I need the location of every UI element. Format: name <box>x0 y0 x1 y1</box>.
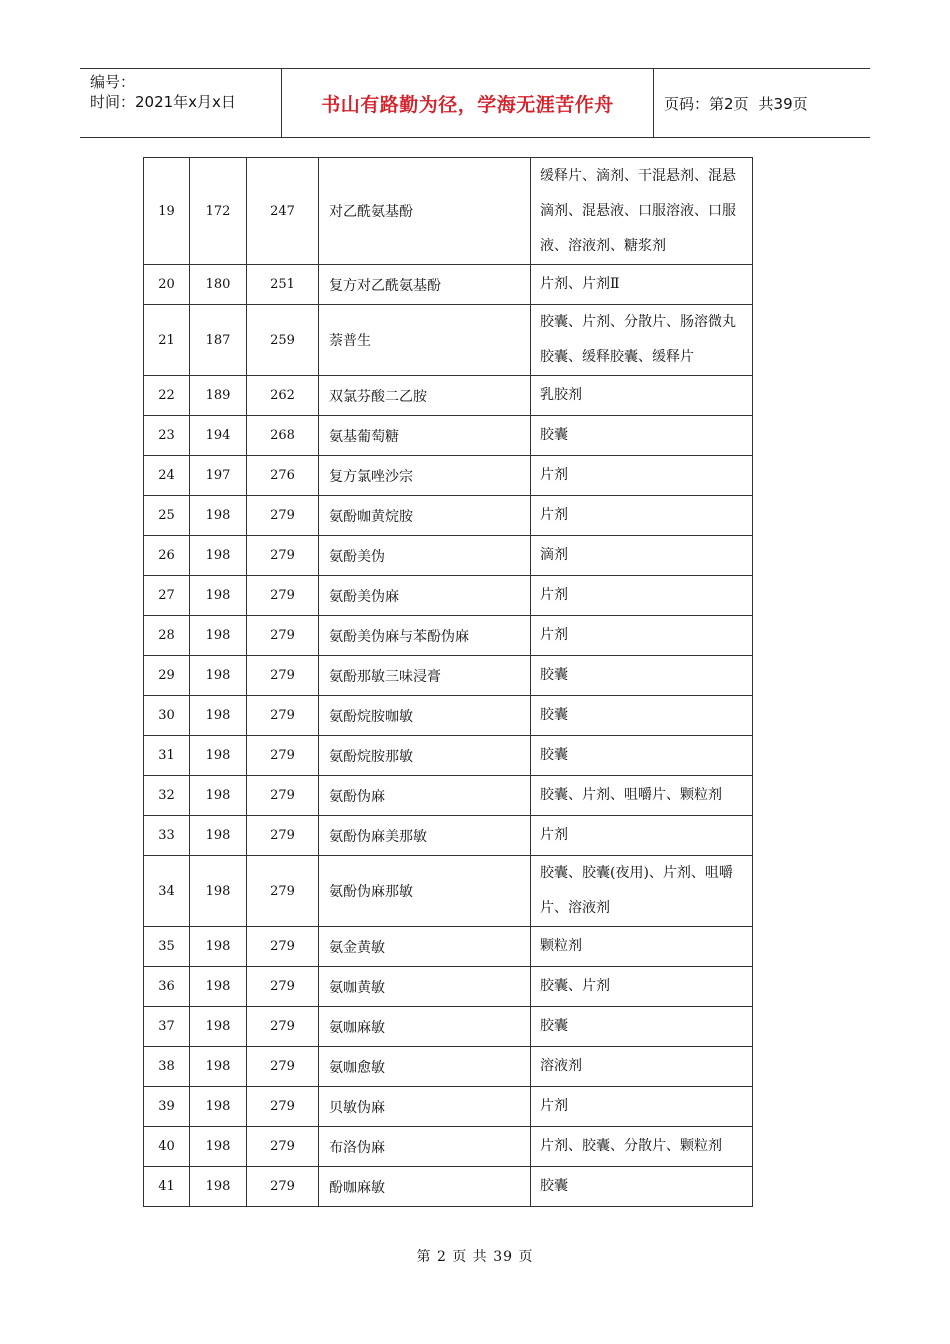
page-number: 262 <box>247 376 319 416</box>
catalog-number: 198 <box>190 776 247 816</box>
drug-name: 氨酚伪麻那敏 <box>319 856 531 927</box>
page-header <box>80 68 870 138</box>
table-row <box>144 265 753 305</box>
catalog-number: 198 <box>190 1047 247 1087</box>
drug-name: 氨酚伪麻 <box>319 776 531 816</box>
row-number: 25 <box>144 496 190 536</box>
catalog-number: 198 <box>190 536 247 576</box>
catalog-number: 189 <box>190 376 247 416</box>
dosage-forms: 胶囊、胶囊(夜用)、片剂、咀嚼片、溶液剂 <box>531 856 753 927</box>
dosage-forms: 片剂、胶囊、分散片、颗粒剂 <box>531 1127 753 1167</box>
drug-name: 氨酚美伪 <box>319 536 531 576</box>
row-number: 38 <box>144 1047 190 1087</box>
time-label: 时间：2021年x月x日 <box>90 93 236 111</box>
table-row <box>144 776 753 816</box>
row-number: 37 <box>144 1007 190 1047</box>
drug-name: 氨酚美伪麻与苯酚伪麻 <box>319 616 531 656</box>
page-number: 279 <box>247 1007 319 1047</box>
table-row <box>144 816 753 856</box>
page-number: 251 <box>247 265 319 305</box>
row-number: 40 <box>144 1127 190 1167</box>
dosage-forms: 乳胶剂 <box>531 376 753 416</box>
table-row <box>144 927 753 967</box>
table-row <box>144 536 753 576</box>
drug-name: 氨咖黄敏 <box>319 967 531 1007</box>
catalog-number: 198 <box>190 496 247 536</box>
header-motto-cell <box>282 69 654 137</box>
dosage-forms: 胶囊 <box>531 1007 753 1047</box>
table-row <box>144 1127 753 1167</box>
drug-name: 氨咖愈敏 <box>319 1047 531 1087</box>
page-total-label: 共39页 <box>758 94 808 113</box>
catalog-number: 198 <box>190 696 247 736</box>
page-number: 279 <box>247 1167 319 1207</box>
page-number: 268 <box>247 416 319 456</box>
drug-name: 氨咖麻敏 <box>319 1007 531 1047</box>
table-row <box>144 656 753 696</box>
table-row <box>144 376 753 416</box>
dosage-forms: 片剂 <box>531 456 753 496</box>
drug-table <box>143 157 753 1207</box>
row-number: 35 <box>144 927 190 967</box>
row-number: 21 <box>144 305 190 376</box>
dosage-forms: 胶囊、片剂、分散片、肠溶微丸胶囊、缓释胶囊、缓释片 <box>531 305 753 376</box>
catalog-number: 172 <box>190 158 247 265</box>
catalog-number: 198 <box>190 816 247 856</box>
page-number: 279 <box>247 496 319 536</box>
dosage-forms: 片剂 <box>531 1087 753 1127</box>
drug-table-body <box>144 158 753 1207</box>
drug-name: 氨酚烷胺那敏 <box>319 736 531 776</box>
catalog-number: 198 <box>190 927 247 967</box>
drug-name: 氨酚美伪麻 <box>319 576 531 616</box>
page-number: 279 <box>247 576 319 616</box>
dosage-forms: 胶囊 <box>531 656 753 696</box>
drug-name: 氨酚烷胺咖敏 <box>319 696 531 736</box>
page-code-label: 页码：第2页 <box>664 94 749 113</box>
dosage-forms: 胶囊、片剂 <box>531 967 753 1007</box>
table-row <box>144 736 753 776</box>
drug-name: 对乙酰氨基酚 <box>319 158 531 265</box>
row-number: 24 <box>144 456 190 496</box>
table-row <box>144 967 753 1007</box>
row-number: 31 <box>144 736 190 776</box>
row-number: 22 <box>144 376 190 416</box>
catalog-number: 194 <box>190 416 247 456</box>
row-number: 32 <box>144 776 190 816</box>
page-number: 279 <box>247 1047 319 1087</box>
page-number: 279 <box>247 856 319 927</box>
table-row <box>144 1167 753 1207</box>
row-number: 23 <box>144 416 190 456</box>
drug-name: 复方对乙酰氨基酚 <box>319 265 531 305</box>
dosage-forms: 胶囊、片剂、咀嚼片、颗粒剂 <box>531 776 753 816</box>
table-row <box>144 496 753 536</box>
dosage-forms: 滴剂 <box>531 536 753 576</box>
row-number: 29 <box>144 656 190 696</box>
table-row <box>144 576 753 616</box>
catalog-number: 197 <box>190 456 247 496</box>
catalog-number: 198 <box>190 967 247 1007</box>
catalog-number: 198 <box>190 656 247 696</box>
catalog-number: 198 <box>190 616 247 656</box>
catalog-number: 198 <box>190 856 247 927</box>
page-number: 279 <box>247 736 319 776</box>
page-number: 279 <box>247 616 319 656</box>
header-page-info <box>654 69 870 137</box>
table-row <box>144 158 753 265</box>
catalog-number: 198 <box>190 576 247 616</box>
page-number: 279 <box>247 1087 319 1127</box>
dosage-forms: 片剂、片剂Ⅱ <box>531 265 753 305</box>
header-info <box>80 69 282 137</box>
table-row <box>144 456 753 496</box>
page-footer: 第 2 页 共 39 页 <box>416 1249 534 1265</box>
dosage-forms: 颗粒剂 <box>531 927 753 967</box>
dosage-forms: 胶囊 <box>531 736 753 776</box>
drug-name: 贝敏伪麻 <box>319 1087 531 1127</box>
page-number: 276 <box>247 456 319 496</box>
table-row <box>144 416 753 456</box>
page-number: 247 <box>247 158 319 265</box>
drug-name: 氨酚那敏三味浸膏 <box>319 656 531 696</box>
row-number: 30 <box>144 696 190 736</box>
row-number: 19 <box>144 158 190 265</box>
row-number: 36 <box>144 967 190 1007</box>
page-number: 279 <box>247 656 319 696</box>
dosage-forms: 缓释片、滴剂、干混悬剂、混悬滴剂、混悬液、口服溶液、口服液、溶液剂、糖浆剂 <box>531 158 753 265</box>
table-row <box>144 1047 753 1087</box>
dosage-forms: 胶囊 <box>531 1167 753 1207</box>
catalog-number: 198 <box>190 736 247 776</box>
table-row <box>144 1007 753 1047</box>
drug-name: 氨基葡萄糖 <box>319 416 531 456</box>
page-number: 259 <box>247 305 319 376</box>
catalog-number: 198 <box>190 1007 247 1047</box>
row-number: 33 <box>144 816 190 856</box>
page-number: 279 <box>247 967 319 1007</box>
drug-name: 萘普生 <box>319 305 531 376</box>
catalog-number: 187 <box>190 305 247 376</box>
row-number: 39 <box>144 1087 190 1127</box>
page-number: 279 <box>247 776 319 816</box>
page-number: 279 <box>247 1127 319 1167</box>
row-number: 28 <box>144 616 190 656</box>
page-number: 279 <box>247 696 319 736</box>
drug-name: 酚咖麻敏 <box>319 1167 531 1207</box>
drug-name: 双氯芬酸二乙胺 <box>319 376 531 416</box>
catalog-number: 198 <box>190 1127 247 1167</box>
catalog-number: 180 <box>190 265 247 305</box>
dosage-forms: 片剂 <box>531 616 753 656</box>
page-number: 279 <box>247 927 319 967</box>
table-row <box>144 856 753 927</box>
row-number: 20 <box>144 265 190 305</box>
drug-name: 氨酚伪麻美那敏 <box>319 816 531 856</box>
table-row <box>144 616 753 656</box>
dosage-forms: 胶囊 <box>531 696 753 736</box>
row-number: 26 <box>144 536 190 576</box>
number-label: 编号： <box>90 73 136 91</box>
drug-name: 氨金黄敏 <box>319 927 531 967</box>
table-row <box>144 696 753 736</box>
dosage-forms: 胶囊 <box>531 416 753 456</box>
row-number: 41 <box>144 1167 190 1207</box>
table-row <box>144 1087 753 1127</box>
dosage-forms: 片剂 <box>531 496 753 536</box>
motto: 书山有路勤为径，学海无涯苦作舟 <box>321 93 614 116</box>
page-number: 279 <box>247 536 319 576</box>
catalog-number: 198 <box>190 1167 247 1207</box>
table-row <box>144 305 753 376</box>
row-number: 34 <box>144 856 190 927</box>
drug-name: 布洛伪麻 <box>319 1127 531 1167</box>
row-number: 27 <box>144 576 190 616</box>
dosage-forms: 片剂 <box>531 576 753 616</box>
catalog-number: 198 <box>190 1087 247 1127</box>
drug-name: 氨酚咖黄烷胺 <box>319 496 531 536</box>
page-number: 279 <box>247 816 319 856</box>
dosage-forms: 溶液剂 <box>531 1047 753 1087</box>
drug-name: 复方氯唑沙宗 <box>319 456 531 496</box>
dosage-forms: 片剂 <box>531 816 753 856</box>
